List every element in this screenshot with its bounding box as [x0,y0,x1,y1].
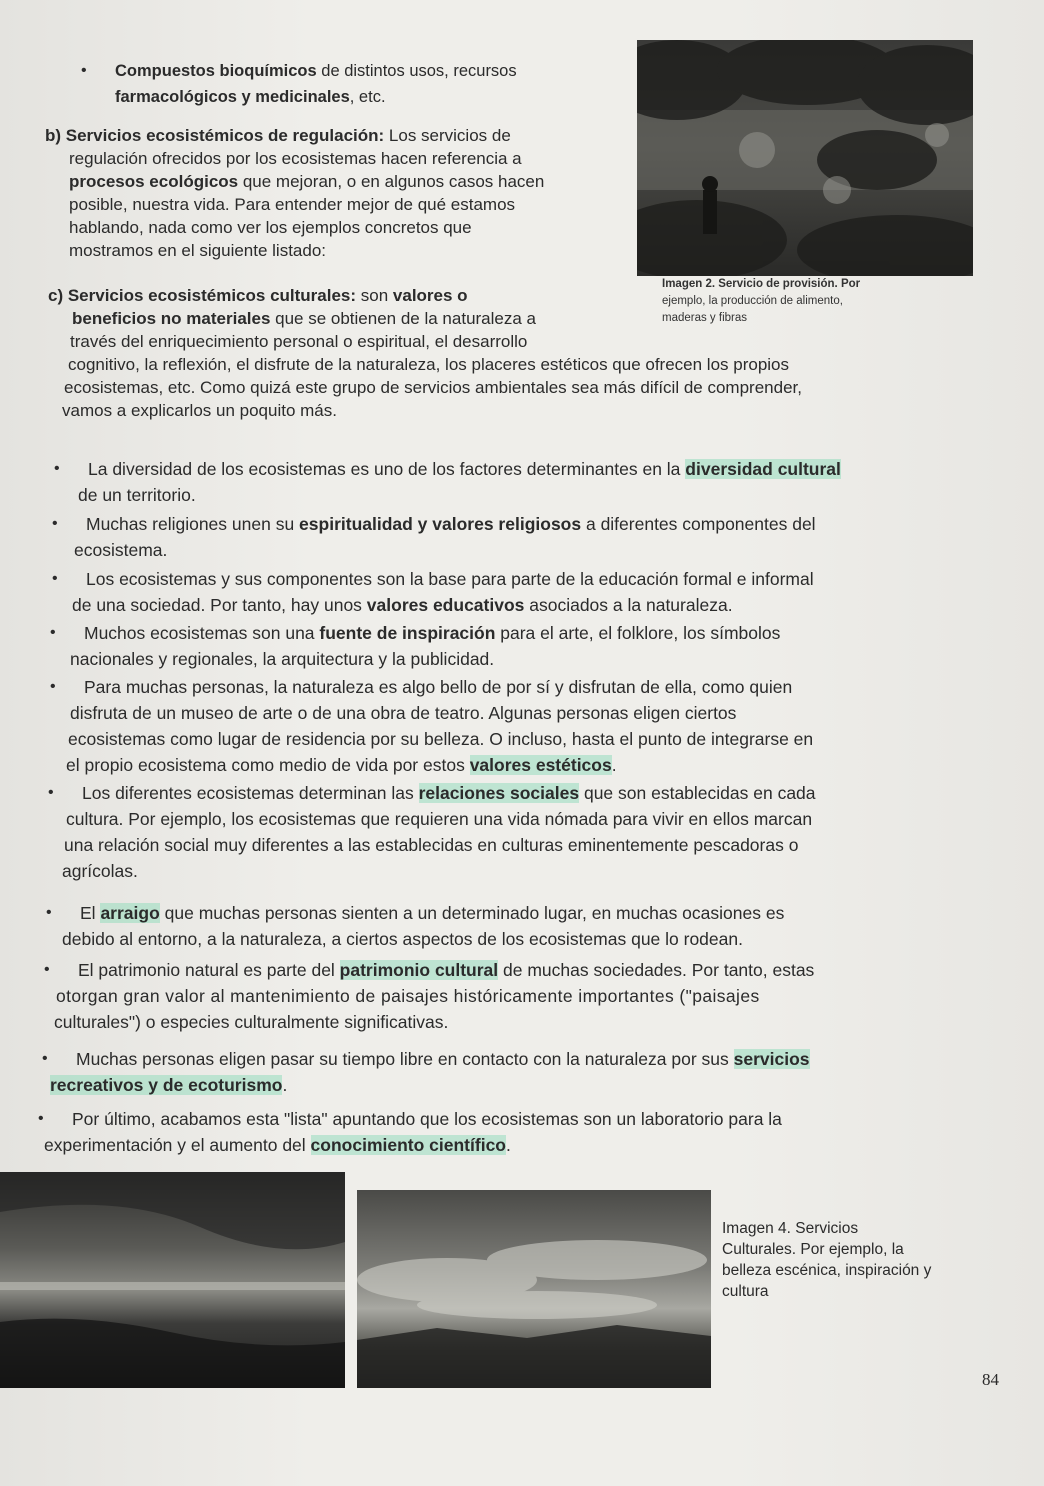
bullet-ecoturismo: • Muchas personas eligen pasar su tiempo libre en contacto con la naturaleza por sus servicios recreativos y de ecoturismo. [76,1046,991,1098]
bullet-valores-esteticos: • Para muchas personas, la naturaleza es algo bello de por sí y disfrutan de ella, como quien disfruta de un museo de arte o de una obra de teatro. Algunas personas eligen ciertos ecosistemas como lugar de residencia por su belleza. O incluso, hasta el punto de integrarse en el propio ecosistema como medio de vida por estos valores estéticos. [84,674,984,778]
bullet-conocimiento-cientifico: • Por último, acabamos esta "lista" apuntando que los ecosistemas son un laboratorio para la experimentación y el aumento del conocimiento científico. [72,1106,992,1158]
bullet-fuente-inspiracion: • Muchos ecosistemas son una fuente de inspiración para el arte, el folklore, los símbolos nacionales y regionales, la arquitectura y la publicidad. [84,620,984,672]
image-4-caption: Imagen 4. Servicios Culturales. Por ejemplo, la belleza escénica, inspiración y cultura [722,1220,932,1300]
bullet-arraigo: • El arraigo que muchas personas sienten a un determinado lugar, en muchas ocasiones es debido al entorno, a la naturaleza, a ciertos aspectos de los ecosistemas que lo rodean. [80,900,985,952]
image-4-cloud-landscape-photo [357,1190,711,1388]
section-c-culturales: c) Servicios ecosistémicos culturales: son valores o beneficios no materiales que se obtienen de la naturaleza a través del enriquecimiento personal o espiritual, el desarrollo cognitivo, la reflexión, el disfrute de la naturaleza, los placeres estéticos que ofrecen los propios ecosistemas, etc. Como quizá este grupo de servicios ambientales sea más difícil de comprender, vamos a explicarlos un poquito más. [48,286,802,420]
image-3-sea-landscape-photo [0,1172,345,1388]
bullet-espiritualidad: • Muchas religiones unen su espiritualidad y valores religiosos a diferentes componentes del ecosistema. [86,511,976,563]
page-number: 84 [982,1370,999,1389]
bullet-valores-educativos: • Los ecosistemas y sus componentes son la base para parte de la educación formal e informal de una sociedad. Por tanto, hay unos valores educativos asociados a la naturaleza. [86,566,986,618]
image-2-forest-photo [637,40,973,276]
image-2-caption: Imagen 2. Servicio de provisión. Por ejemplo, la producción de alimento, maderas y fibras [662,278,861,324]
bullet-relaciones-sociales: • Los diferentes ecosistemas determinan las relaciones sociales que son establecidas en cada cultura. Por ejemplo, los ecosistemas que requieren una vida nómada para vivir en ellos marcan una relación social muy diferentes a las establecidas en culturas eminentemente pescadoras o agrícolas. [82,780,987,884]
section-b-regulacion: b) Servicios ecosistémicos de regulación: Los servicios de regulación ofrecidos por los ecosistemas hacen referencia a procesos ecológicos que mejoran, o en algunos casos hacen posible, nuestra vida. Para entender mejor de qué estamos hablando, nada como ver los ejemplos concretos que mostramos en el siguiente listado: [45,126,545,260]
bullet-diversidad-cultural: • La diversidad de los ecosistemas es uno de los factores determinantes en la diversidad cultural de un territorio. [88,456,978,508]
bullet-patrimonio-cultural: • El patrimonio natural es parte del patrimonio cultural de muchas sociedades. Por tanto, estas otorgan gran valor al mantenimiento de paisajes históricamente importantes ("paisajes culturales") o especies culturalmente significativas. [78,957,990,1035]
bullet-compuestos: • Compuestos bioquímicos de distintos usos, recursos farmacológicos y medicinales, etc. [115,58,635,110]
